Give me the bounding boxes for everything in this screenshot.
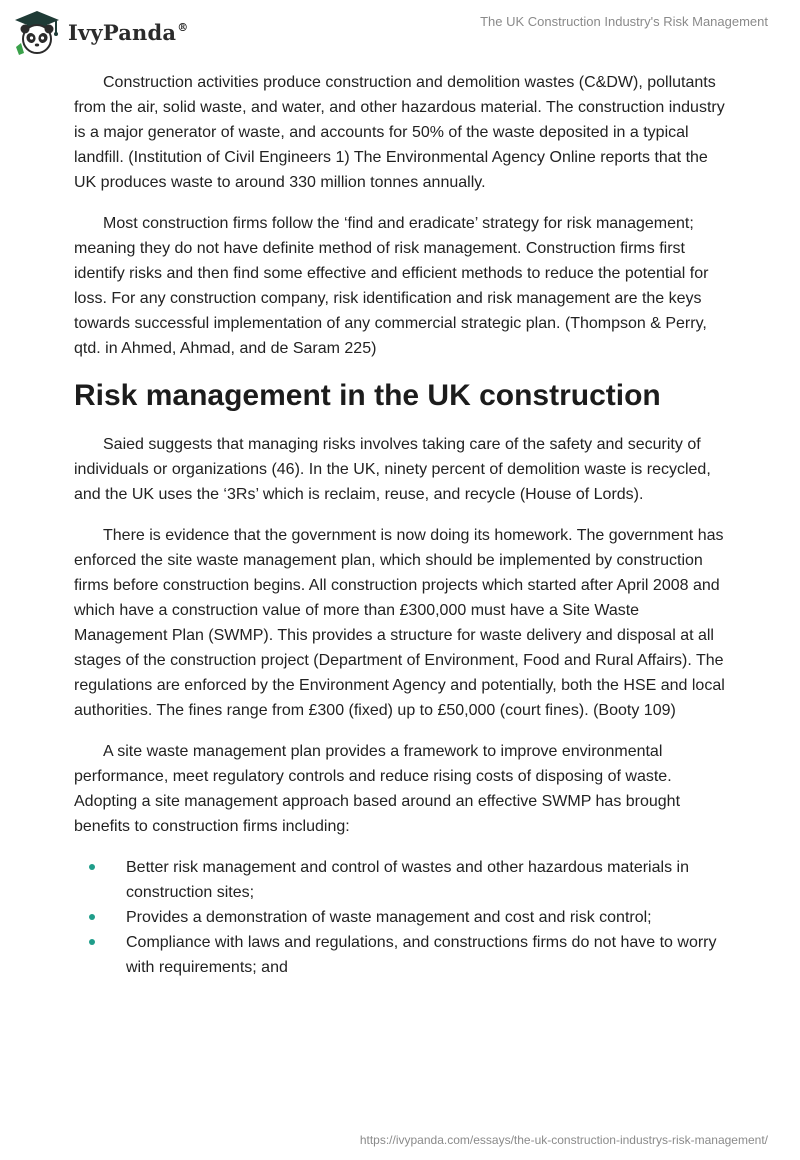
section-heading: Risk management in the UK construction bbox=[74, 379, 661, 412]
brand-logo[interactable] bbox=[12, 8, 188, 56]
page-header bbox=[0, 0, 800, 60]
paragraph: Construction activities produce construction and demolition wastes (C&DW), pollutants from the air, solid waste, and water, and other hazardous material. The construction industry is a major generator of waste, and accounts for 50% of the waste deposited in a typical landfill. (Institution of Civil Engineers 1) The Environmental Agency Online reports that the UK produces waste to around 330 million tonnes annually. bbox=[74, 74, 725, 191]
list-item bbox=[74, 905, 734, 930]
panda-graduate-icon bbox=[12, 9, 62, 55]
list-item-text: Compliance with laws and regulations, and constructions firms do not have to worry with requirements; and bbox=[126, 934, 717, 976]
paragraph: There is evidence that the government is now doing its homework. The government has enforced the site waste management plan, which should be implemented by construction firms before construction begins. All construction projects which started after April 2008 and which have a construction value of more than £300,000 must have a Site Waste Management Plan (SWMP). This provides a structure for waste delivery and disposal at all stages of the construction project (Department of Environment, Food and Rural Affairs). The regulations are enforced by the Environment Agency and potentially, both the HSE and local authorities. The fines range from £300 (fixed) up to £50,000 (court fines). (Booty 109) bbox=[74, 527, 725, 719]
brand-name: IvyPanda® bbox=[68, 19, 189, 45]
source-url-link[interactable]: https://ivypanda.com/essays/the-uk-construction-industrys-risk-management/ bbox=[359, 1133, 768, 1147]
list-item bbox=[74, 930, 734, 980]
essay-content bbox=[74, 70, 734, 980]
paragraph: A site waste management plan provides a framework to improve environmental performance, meet regulatory controls and reduce rising costs of disposing of waste. Adopting a site management approach based around an effective SWMP has brought benefits to construction firms including: bbox=[74, 743, 681, 835]
bullet-dot-icon bbox=[89, 864, 95, 870]
bullet-dot-icon bbox=[89, 939, 95, 945]
list-item-text: Better risk management and control of wastes and other hazardous materials in construction sites; bbox=[126, 859, 689, 901]
paragraph: Most construction firms follow the ‘find and eradicate’ strategy for risk management; meaning they do not have definite method of risk management. Construction firms first identify risks and then find some effective and efficient methods to reduce the potential for loss. For any construction company, risk identification and risk management are the keys towards successful implementation of any commercial strategic plan. (Thompson & Perry, qtd. in Ahmed, Ahmad, and de Saram 225) bbox=[74, 215, 709, 357]
paragraph: Saied suggests that managing risks involves taking care of the safety and security of individuals or organizations (46). In the UK, ninety percent of demolition waste is recycled, and the UK uses the ‘3Rs’ which is reclaim, reuse, and recycle (House of Lords). bbox=[74, 436, 711, 503]
benefits-list bbox=[74, 855, 734, 980]
list-item-text: Provides a demonstration of waste management and cost and risk control; bbox=[126, 909, 652, 926]
list-item bbox=[74, 855, 734, 905]
bullet-dot-icon bbox=[89, 914, 95, 920]
document-title: The UK Construction Industry's Risk Management bbox=[480, 14, 768, 29]
